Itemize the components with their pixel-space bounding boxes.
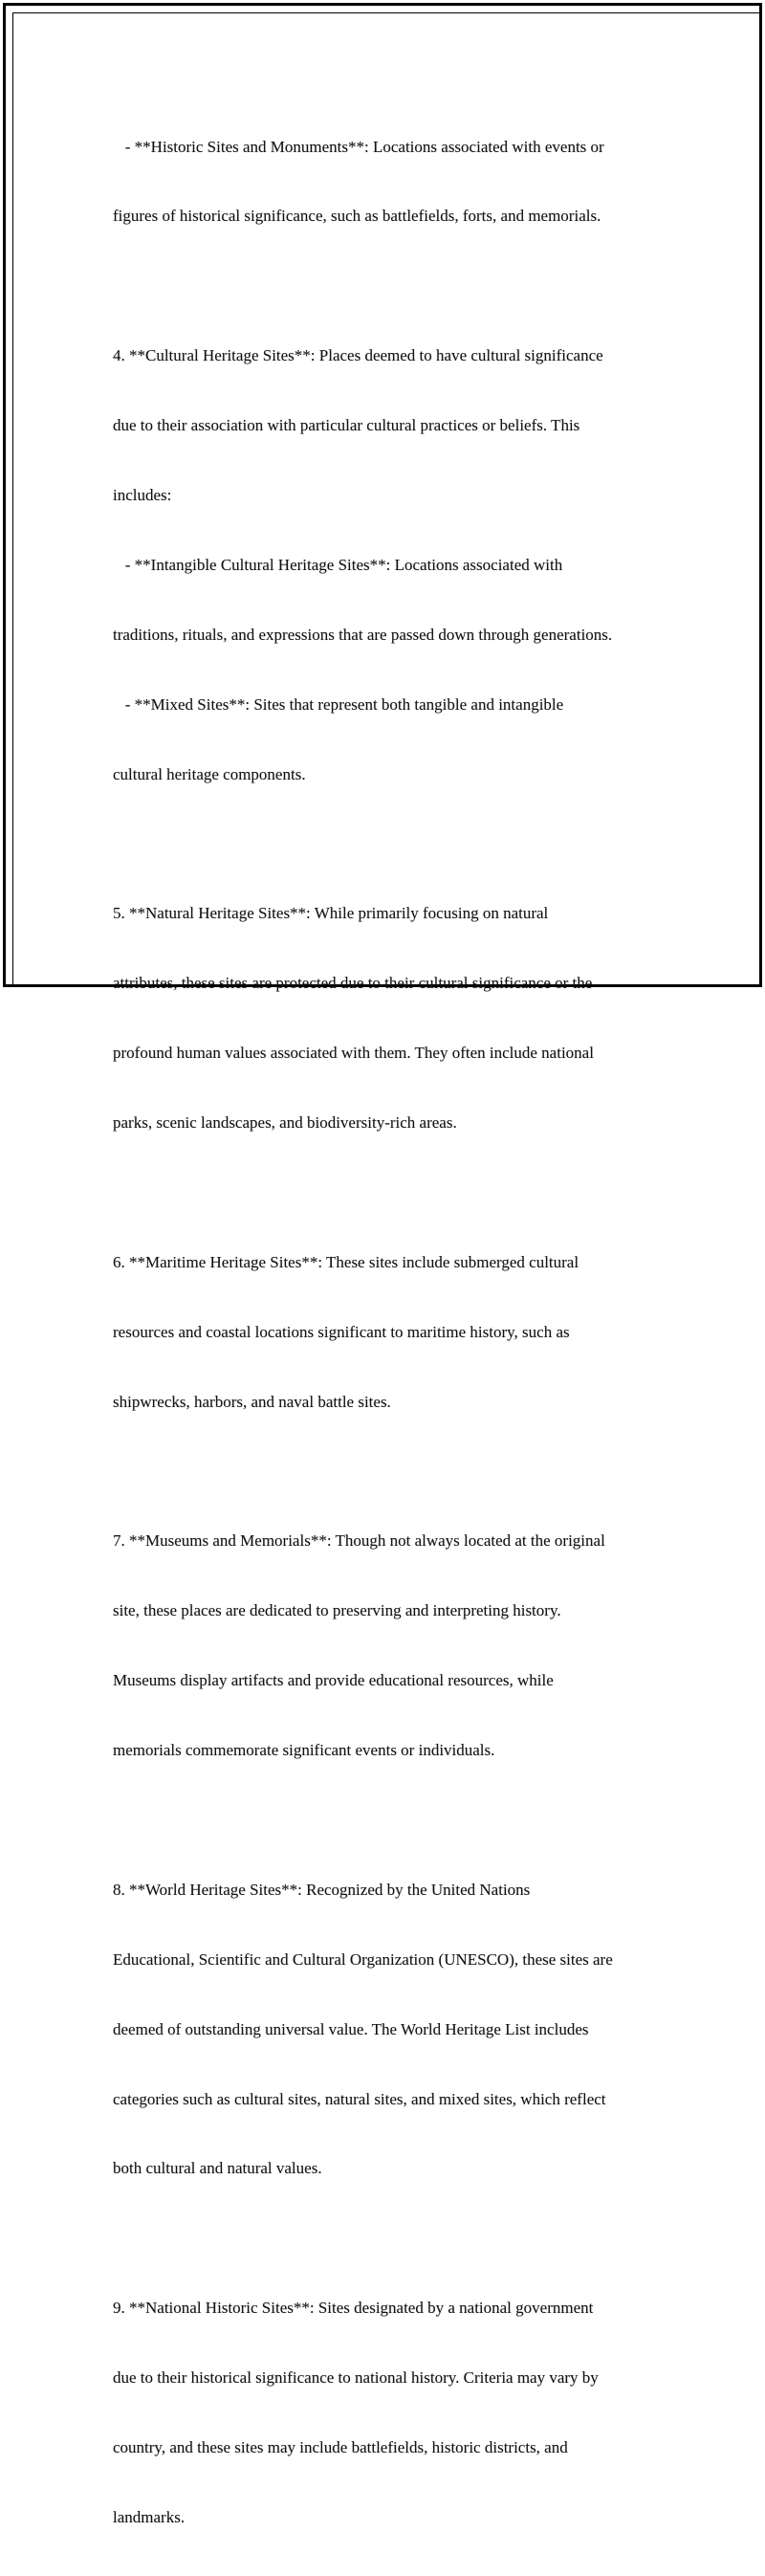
text-line: Educational, Scientific and Cultural Organization (UNESCO), these sites are — [113, 1949, 613, 1969]
text-line: deemed of outstanding universal value. The World Heritage List includes — [113, 2019, 589, 2038]
text-line: parks, scenic landscapes, and biodiversity-rich areas. — [113, 1113, 457, 1133]
text-line: attributes, these sites are protected due to their cultural significance or the — [113, 974, 593, 993]
text-line: landmarks. — [113, 2507, 186, 2526]
text-line: site, these places are dedicated to preserving and interpreting history. — [113, 1601, 561, 1620]
paragraph-maritime-heritage — [113, 1204, 667, 1460]
text-line: categories such as cultural sites, natural sites, and mixed sites, which reflect — [113, 2089, 606, 2108]
paragraph-museums-memorials — [113, 1484, 667, 1809]
text-line: figures of historical significance, such as battlefields, forts, and memorials. — [113, 207, 601, 226]
text-line: includes: — [113, 486, 172, 505]
text-line: 9. **National Historic Sites**: Sites designated by a national government — [113, 2299, 594, 2318]
paragraph-national-historic — [113, 2251, 667, 2576]
text-line: 6. **Maritime Heritage Sites**: These sites include submerged cultural — [113, 1252, 579, 1271]
text-line: 4. **Cultural Heritage Sites**: Places deemed to have cultural significance — [113, 346, 603, 365]
text-line: shipwrecks, harbors, and naval battle sites. — [113, 1392, 391, 1411]
text-line: due to their association with particular cultural practices or beliefs. This — [113, 416, 580, 435]
document-body — [113, 89, 667, 2576]
text-line: Museums display artifacts and provide educational resources, while — [113, 1671, 554, 1690]
text-line: 8. **World Heritage Sites**: Recognized by the United Nations — [113, 1880, 531, 1899]
paragraph-cultural-heritage — [113, 298, 667, 833]
text-line: cultural heritage components. — [113, 764, 306, 783]
text-line: - **Intangible Cultural Heritage Sites**: Locations associated with — [113, 555, 563, 574]
paragraph-historic-sites — [113, 89, 667, 275]
paragraph-natural-heritage — [113, 856, 667, 1181]
text-line: profound human values associated with them. They often include national — [113, 1044, 594, 1063]
text-line: 5. **Natural Heritage Sites**: While primarily focusing on natural — [113, 904, 549, 923]
text-line: country, and these sites may include battlefields, historic districts, and — [113, 2437, 568, 2456]
text-line: - **Historic Sites and Monuments**: Locations associated with events or — [113, 137, 604, 156]
text-line: both cultural and natural values. — [113, 2159, 322, 2178]
text-line: traditions, rituals, and expressions that are passed down through generations. — [113, 625, 613, 644]
text-line: memorials commemorate significant events or individuals. — [113, 1741, 495, 1760]
text-line: 7. **Museums and Memorials**: Though not always located at the original — [113, 1531, 605, 1551]
text-line: - **Mixed Sites**: Sites that represent both tangible and intangible — [113, 694, 564, 714]
text-line: resources and coastal locations significant to maritime history, such as — [113, 1322, 570, 1341]
text-line: due to their historical significance to national history. Criteria may vary by — [113, 2368, 599, 2388]
paragraph-world-heritage — [113, 1832, 667, 2227]
